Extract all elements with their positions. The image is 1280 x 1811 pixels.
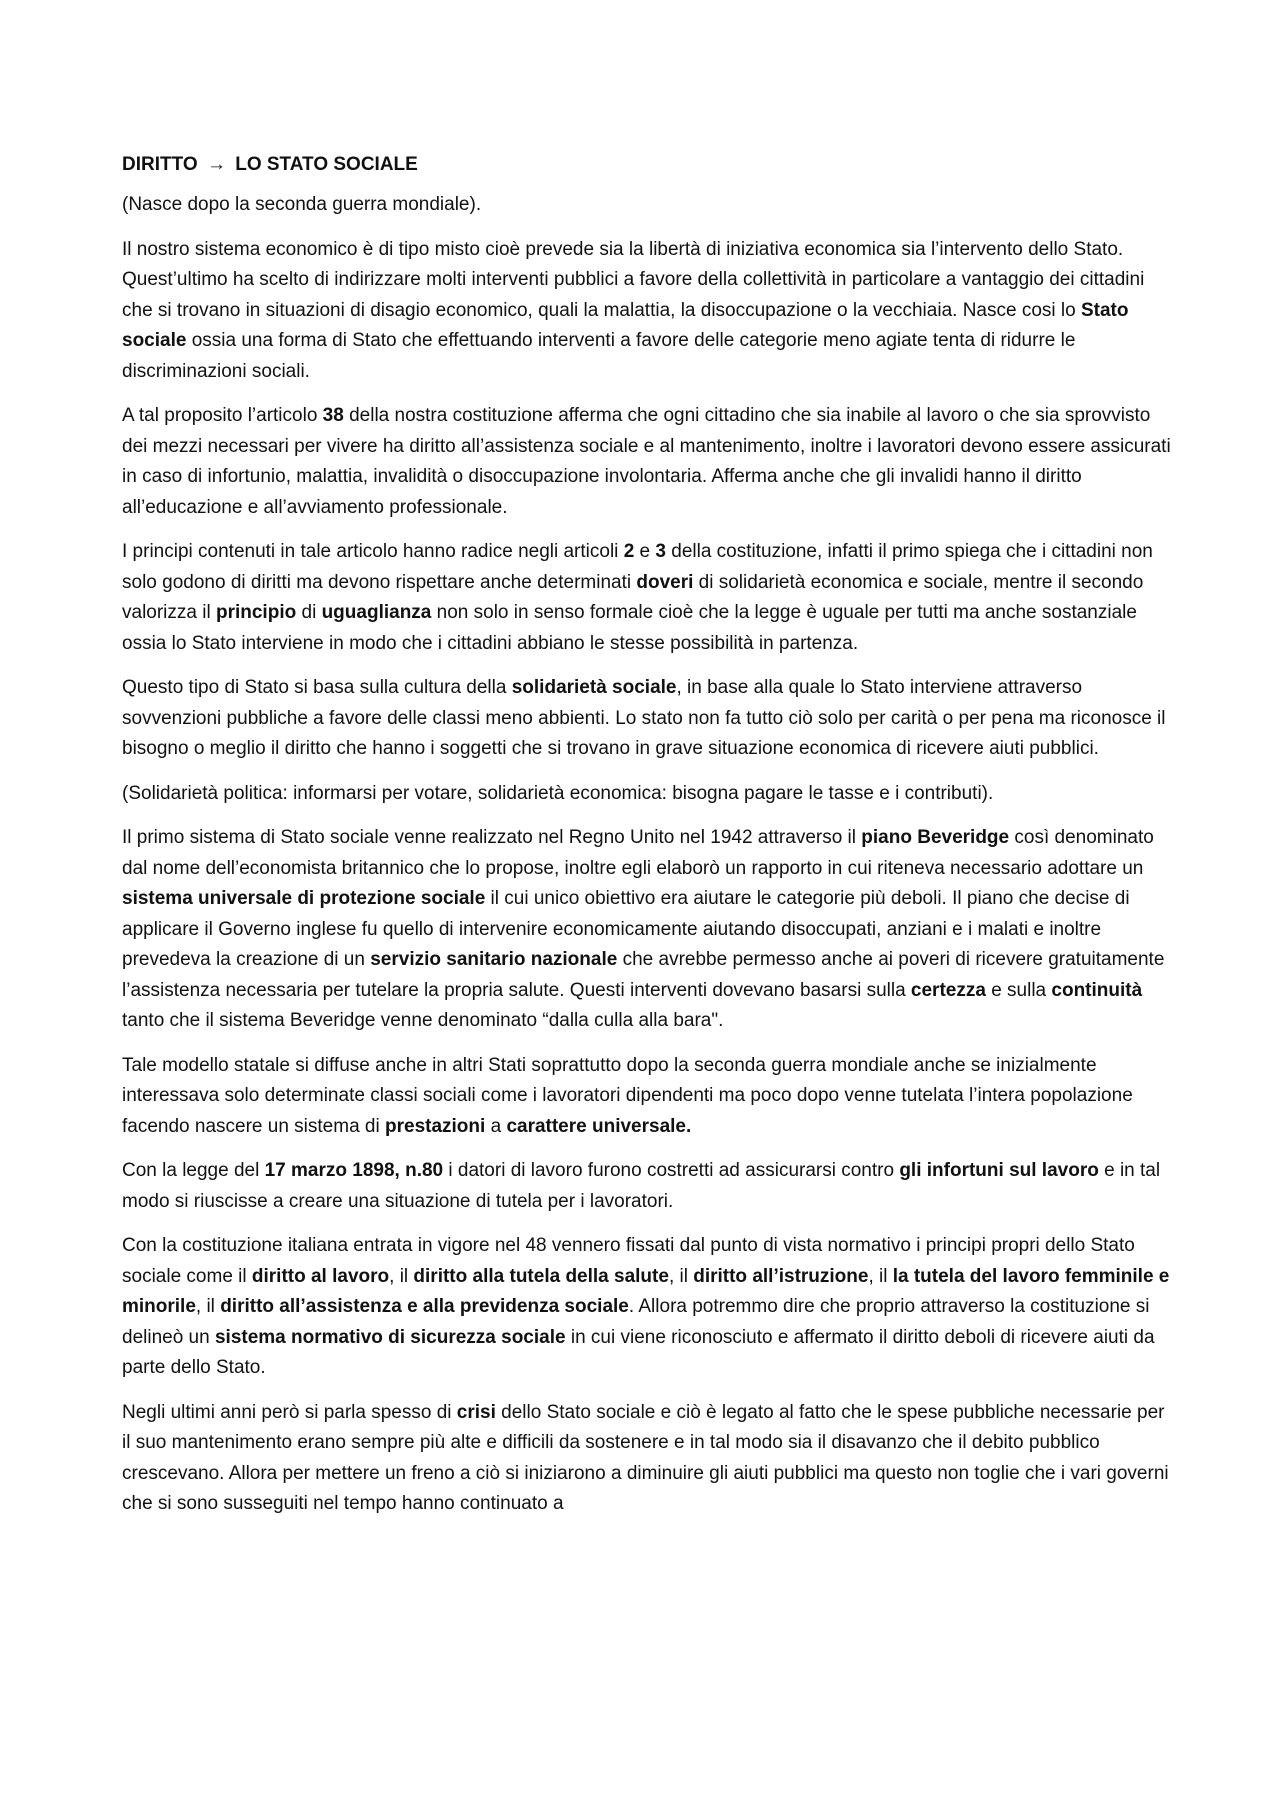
- text-run: di solidarietà economica e sociale, mentre il secondo valorizza il: [122, 571, 1144, 623]
- bold-term: servizio sanitario nazionale: [370, 949, 618, 970]
- text-run: non solo in senso formale cioè che la legge è uguale per tutti ma anche sostanziale ossia lo Stato interviene in modo che i cittadini abbiano le stesse possibilità in partenza.: [122, 602, 1137, 654]
- paragraph: [122, 1051, 1172, 1143]
- paragraph: [122, 673, 1172, 765]
- text-run: , il: [668, 1265, 694, 1287]
- text-run: Questo tipo di Stato si basa sulla cultura della: [122, 677, 512, 698]
- paragraph: [122, 779, 1172, 810]
- bold-term: prestazioni: [385, 1115, 486, 1137]
- bold-term: doveri: [636, 571, 694, 593]
- bold-term: sistema universale di protezione sociale: [122, 888, 486, 909]
- bold-term: diritto all’assistenza e alla previdenza sociale: [220, 1296, 629, 1317]
- paragraph: [122, 1398, 1172, 1520]
- bold-term: continuità: [1051, 979, 1143, 1001]
- bold-term: uguaglianza: [321, 602, 432, 623]
- bold-term: Stato sociale: [122, 299, 1129, 351]
- text-run: Con la costituzione italiana entrata in vigore nel 48 vennero fissati dal punto di vista normativo i principi propri dello Stato sociale come il: [122, 1235, 1135, 1287]
- bold-term: gli infortuni sul lavoro: [899, 1160, 1099, 1181]
- text-run: , il: [868, 1265, 893, 1287]
- bold-term: certezza: [910, 979, 986, 1001]
- bold-term: piano Beveridge: [861, 827, 1010, 848]
- bold-term: sistema normativo di sicurezza sociale: [214, 1326, 566, 1348]
- text-run: così denominato dal nome dell’economista britannico che lo propose, inoltre egli elaborò un rapporto in cui riteneva necessario adottare un: [122, 827, 1154, 879]
- paragraph: [122, 190, 1172, 221]
- bold-term: 38: [322, 405, 344, 426]
- text-run: . Allora potremmo dire che proprio attraverso la costituzione si delineò un: [122, 1296, 1150, 1348]
- bold-term: carattere universale.: [506, 1115, 692, 1137]
- text-run: (Solidarietà politica: informarsi per votare, solidarietà economica: bisogna pagare le tasse e i contributi).: [122, 782, 994, 804]
- document-body: [122, 190, 1172, 1520]
- bold-term: crisi: [456, 1401, 496, 1423]
- text-run: Con la legge del: [122, 1160, 265, 1181]
- bold-term: la tutela del lavoro femminile e minorile: [122, 1265, 1170, 1317]
- bold-term: 3: [655, 541, 666, 562]
- text-run: tanto che il sistema Beveridge venne denominato “dalla culla alla bara".: [122, 1010, 724, 1031]
- text-run: dello Stato sociale e ciò è legato al fatto che le spese pubbliche necessarie per il suo mantenimento erano sempre più alte e difficili da sostenere e in tal modo sia il disavanzo che il debito pubblico crescevano. Allora per mettere un freno a ciò si iniziarono a diminuire gli aiuti pubblici ma questo non toglie che i vari governi che si sono susseguiti nel tempo hanno continuato a: [122, 1401, 1169, 1514]
- bold-term: 17 marzo 1898, n.80: [264, 1160, 444, 1181]
- text-run: I principi contenuti in tale articolo hanno radice negli articoli: [122, 541, 624, 562]
- document-title: [122, 150, 1172, 180]
- paragraph: [122, 1231, 1172, 1384]
- text-run: Il nostro sistema economico è di tipo misto cioè prevede sia la libertà di iniziativa economica sia l’intervento dello Stato. Quest’ultimo ha scelto di indirizzare molti interventi pubblici a favore della collettività in particolare a vantaggio dei cittadini che si trovano in situazioni di disagio economico, quali la malattia, la disoccupazione o la vecchiaia. Nasce cosi lo: [122, 238, 1145, 321]
- text-run: e: [634, 541, 656, 562]
- text-run: Negli ultimi anni però si parla spesso di: [122, 1401, 457, 1423]
- text-run: , il: [389, 1265, 414, 1287]
- text-run: Il primo sistema di Stato sociale venne realizzato nel Regno Unito nel 1942 attraverso il: [122, 827, 862, 848]
- bold-term: diritto alla tutela della salute: [413, 1265, 669, 1287]
- text-run: della nostra costituzione afferma che ogni cittadino che sia inabile al lavoro o che sia sprovvisto dei mezzi necessari per vivere ha diritto all’assistenza sociale e al mantenimento, inoltre i lavoratori devono essere assicurati in caso di infortunio, malattia, invalidità o disoccupazione involontaria. Afferma anche che gli invalidi hanno il diritto all’educazione e all’avviamento professionale.: [122, 405, 1171, 518]
- text-run: i datori di lavoro furono costretti ad assicurarsi contro: [443, 1160, 900, 1181]
- bold-term: principio: [215, 602, 297, 623]
- text-run: Tale modello statale si diffuse anche in altri Stati soprattutto dopo la seconda guerra mondiale anche se inizialmente interessava solo determinate classi sociali come i lavoratori dipendenti ma poco dopo venne tutelata l’intera popolazione facendo nascere un sistema di: [122, 1054, 1133, 1137]
- bold-term: diritto all’istruzione: [693, 1265, 869, 1287]
- paragraph: [122, 235, 1172, 388]
- title-left: DIRITTO: [122, 154, 198, 175]
- text-run: e in tal modo si riuscisse a creare una situazione di tutela per i lavoratori.: [122, 1160, 1161, 1212]
- paragraph: [122, 1156, 1172, 1217]
- arrow-right-icon: →: [206, 154, 226, 175]
- paragraph: [122, 401, 1172, 523]
- title-right: LO STATO SOCIALE: [235, 154, 418, 175]
- document-page: [122, 150, 1172, 1534]
- text-run: il cui unico obiettivo era aiutare le categorie più deboli. Il piano che decise di applicare il Governo inglese fu quello di intervenire economicamente aiutando disoccupati, anziani e i malati e inoltre prevedeva la creazione di un: [122, 888, 1130, 970]
- text-run: a: [485, 1115, 507, 1137]
- paragraph: [122, 537, 1172, 659]
- text-run: , in base alla quale lo Stato interviene attraverso sovvenzioni pubbliche a favore delle classi meno abbienti. Lo stato non fa tutto ciò solo per carità o per pena ma riconosce il bisogno o meglio il diritto che hanno i soggetti che si trovano in grave situazione economica di ricevere aiuti pubblici.: [122, 677, 1166, 759]
- text-run: della costituzione, infatti il primo spiega che i cittadini non solo godono di diritti ma devono rispettare anche determinati: [122, 541, 1153, 593]
- text-run: , il: [195, 1296, 221, 1317]
- text-run: A tal proposito l’articolo: [122, 405, 323, 426]
- text-run: di: [296, 602, 322, 623]
- bold-term: solidarietà sociale: [511, 677, 677, 698]
- bold-term: 2: [623, 541, 635, 562]
- text-run: e sulla: [985, 979, 1052, 1001]
- paragraph: [122, 823, 1172, 1037]
- text-run: che avrebbe permesso anche ai poveri di ricevere gratuitamente l’assistenza necessaria per tutelare la propria salute. Questi interventi dovevano basarsi sulla: [122, 949, 1165, 1001]
- bold-term: diritto al lavoro: [251, 1265, 390, 1287]
- text-run: ossia una forma di Stato che effettuando interventi a favore delle categorie meno agiate tenta di ridurre le discriminazioni sociali.: [122, 330, 1076, 382]
- text-run: in cui viene riconosciuto e affermato il diritto deboli di ricevere aiuti da parte dello Stato.: [122, 1326, 1155, 1378]
- text-run: (Nasce dopo la seconda guerra mondiale).: [122, 194, 482, 215]
